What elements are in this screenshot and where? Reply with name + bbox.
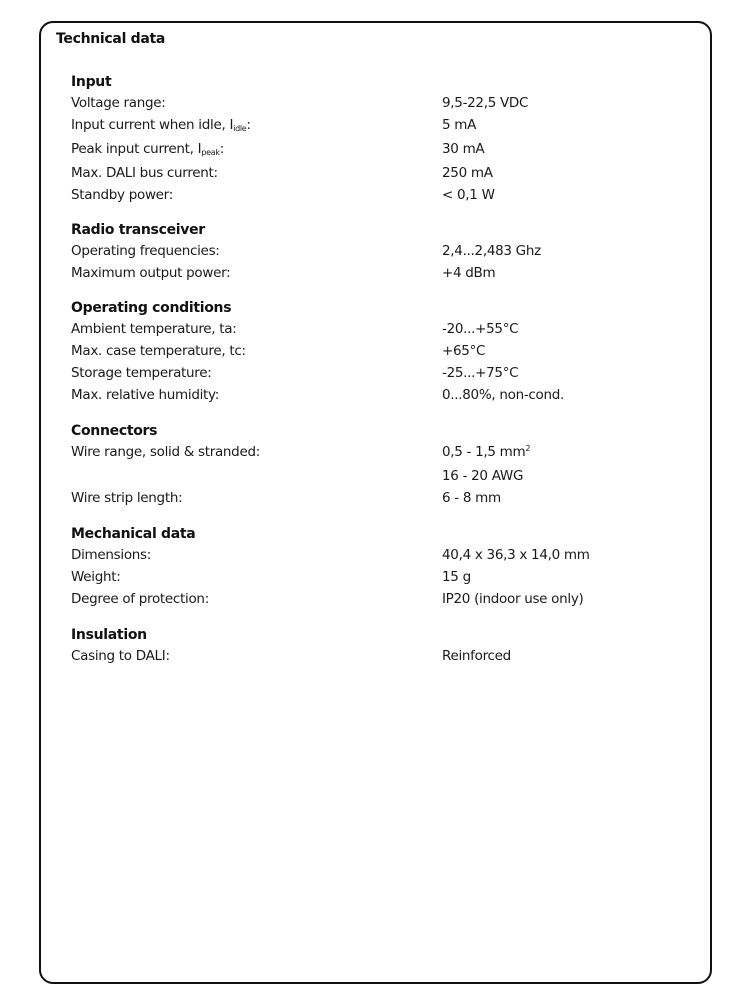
spec-label: Wire range, solid & stranded: bbox=[71, 444, 260, 460]
section-heading: Mechanical data bbox=[71, 526, 196, 542]
spec-label: Dimensions: bbox=[71, 547, 152, 563]
spec-value: 40,4 x 36,3 x 14,0 mm bbox=[442, 547, 590, 563]
spec-label-text: Peak input current, I bbox=[71, 141, 202, 157]
spec-label: Standby power: bbox=[71, 187, 173, 203]
section-connectors bbox=[71, 421, 691, 509]
spec-label: Weight: bbox=[71, 569, 121, 585]
section-heading: Connectors bbox=[71, 423, 158, 439]
spec-row bbox=[71, 138, 691, 162]
spec-label-subscript: peak bbox=[201, 148, 220, 157]
spec-label-colon: : bbox=[219, 141, 224, 157]
spec-row bbox=[71, 384, 691, 406]
spec-label bbox=[71, 138, 442, 162]
spec-value: < 0,1 W bbox=[442, 187, 495, 203]
spec-row bbox=[71, 262, 691, 284]
spec-value: +4 dBm bbox=[442, 265, 496, 281]
spec-label: Casing to DALI: bbox=[71, 648, 170, 664]
section-heading: Insulation bbox=[71, 627, 147, 643]
spec-value: 30 mA bbox=[442, 141, 485, 157]
spec-value: 5 mA bbox=[442, 117, 477, 133]
spec-value: 250 mA bbox=[442, 165, 493, 181]
section-mechanical-data bbox=[71, 524, 691, 610]
section-heading: Radio transceiver bbox=[71, 222, 205, 238]
spec-row bbox=[71, 240, 691, 262]
spec-label: Max. case temperature, tc: bbox=[71, 343, 246, 359]
spec-value: 9,5-22,5 VDC bbox=[442, 95, 529, 111]
spec-row bbox=[71, 162, 691, 184]
spec-value bbox=[442, 441, 691, 487]
spec-value: -25...+75°C bbox=[442, 365, 519, 381]
spec-value: Reinforced bbox=[442, 648, 511, 664]
spec-row bbox=[71, 184, 691, 206]
spec-value: IP20 (indoor use only) bbox=[442, 591, 584, 607]
spec-row bbox=[71, 588, 691, 610]
section-operating-conditions bbox=[71, 298, 691, 406]
spec-row bbox=[71, 544, 691, 566]
spec-label: Voltage range: bbox=[71, 95, 166, 111]
spec-row bbox=[71, 441, 691, 487]
spec-label: Maximum output power: bbox=[71, 265, 231, 281]
spec-label-colon: : bbox=[246, 117, 251, 133]
spec-label-subscript: idle bbox=[233, 124, 247, 133]
section-radio-transceiver bbox=[71, 220, 691, 284]
spec-label: Max. relative humidity: bbox=[71, 387, 219, 403]
section-heading: Operating conditions bbox=[71, 300, 232, 316]
spec-row bbox=[71, 92, 691, 114]
spec-value-line: 16 - 20 AWG bbox=[442, 468, 524, 484]
section-input bbox=[71, 72, 691, 206]
spec-value: 2,4...2,483 Ghz bbox=[442, 243, 541, 259]
spec-value: -20...+55°C bbox=[442, 321, 519, 337]
spec-value-line bbox=[442, 441, 691, 465]
spec-row bbox=[71, 645, 691, 667]
spec-row bbox=[71, 340, 691, 362]
spec-label: Max. DALI bus current: bbox=[71, 165, 218, 181]
spec-value: 15 g bbox=[442, 569, 471, 585]
spec-row bbox=[71, 487, 691, 509]
spec-value-superscript: 2 bbox=[525, 444, 531, 453]
spec-value: 0...80%, non-cond. bbox=[442, 387, 564, 403]
spec-row bbox=[71, 114, 691, 138]
spec-row bbox=[71, 362, 691, 384]
spec-row bbox=[71, 566, 691, 588]
section-insulation bbox=[71, 625, 691, 667]
spec-row bbox=[71, 318, 691, 340]
spec-label: Degree of protection: bbox=[71, 591, 209, 607]
spec-label-text: Input current when idle, I bbox=[71, 117, 234, 133]
document-title: Technical data bbox=[56, 31, 166, 47]
spec-label: Ambient temperature, ta: bbox=[71, 321, 237, 337]
spec-label: Operating frequencies: bbox=[71, 243, 220, 259]
spec-label: Storage temperature: bbox=[71, 365, 212, 381]
technical-data-content bbox=[71, 72, 691, 667]
spec-label: Wire strip length: bbox=[71, 490, 183, 506]
spec-value: 6 - 8 mm bbox=[442, 490, 501, 506]
section-heading: Input bbox=[71, 74, 112, 90]
spec-value-text: 0,5 - 1,5 mm bbox=[442, 444, 526, 460]
spec-value: +65°C bbox=[442, 343, 486, 359]
spec-label bbox=[71, 114, 442, 138]
